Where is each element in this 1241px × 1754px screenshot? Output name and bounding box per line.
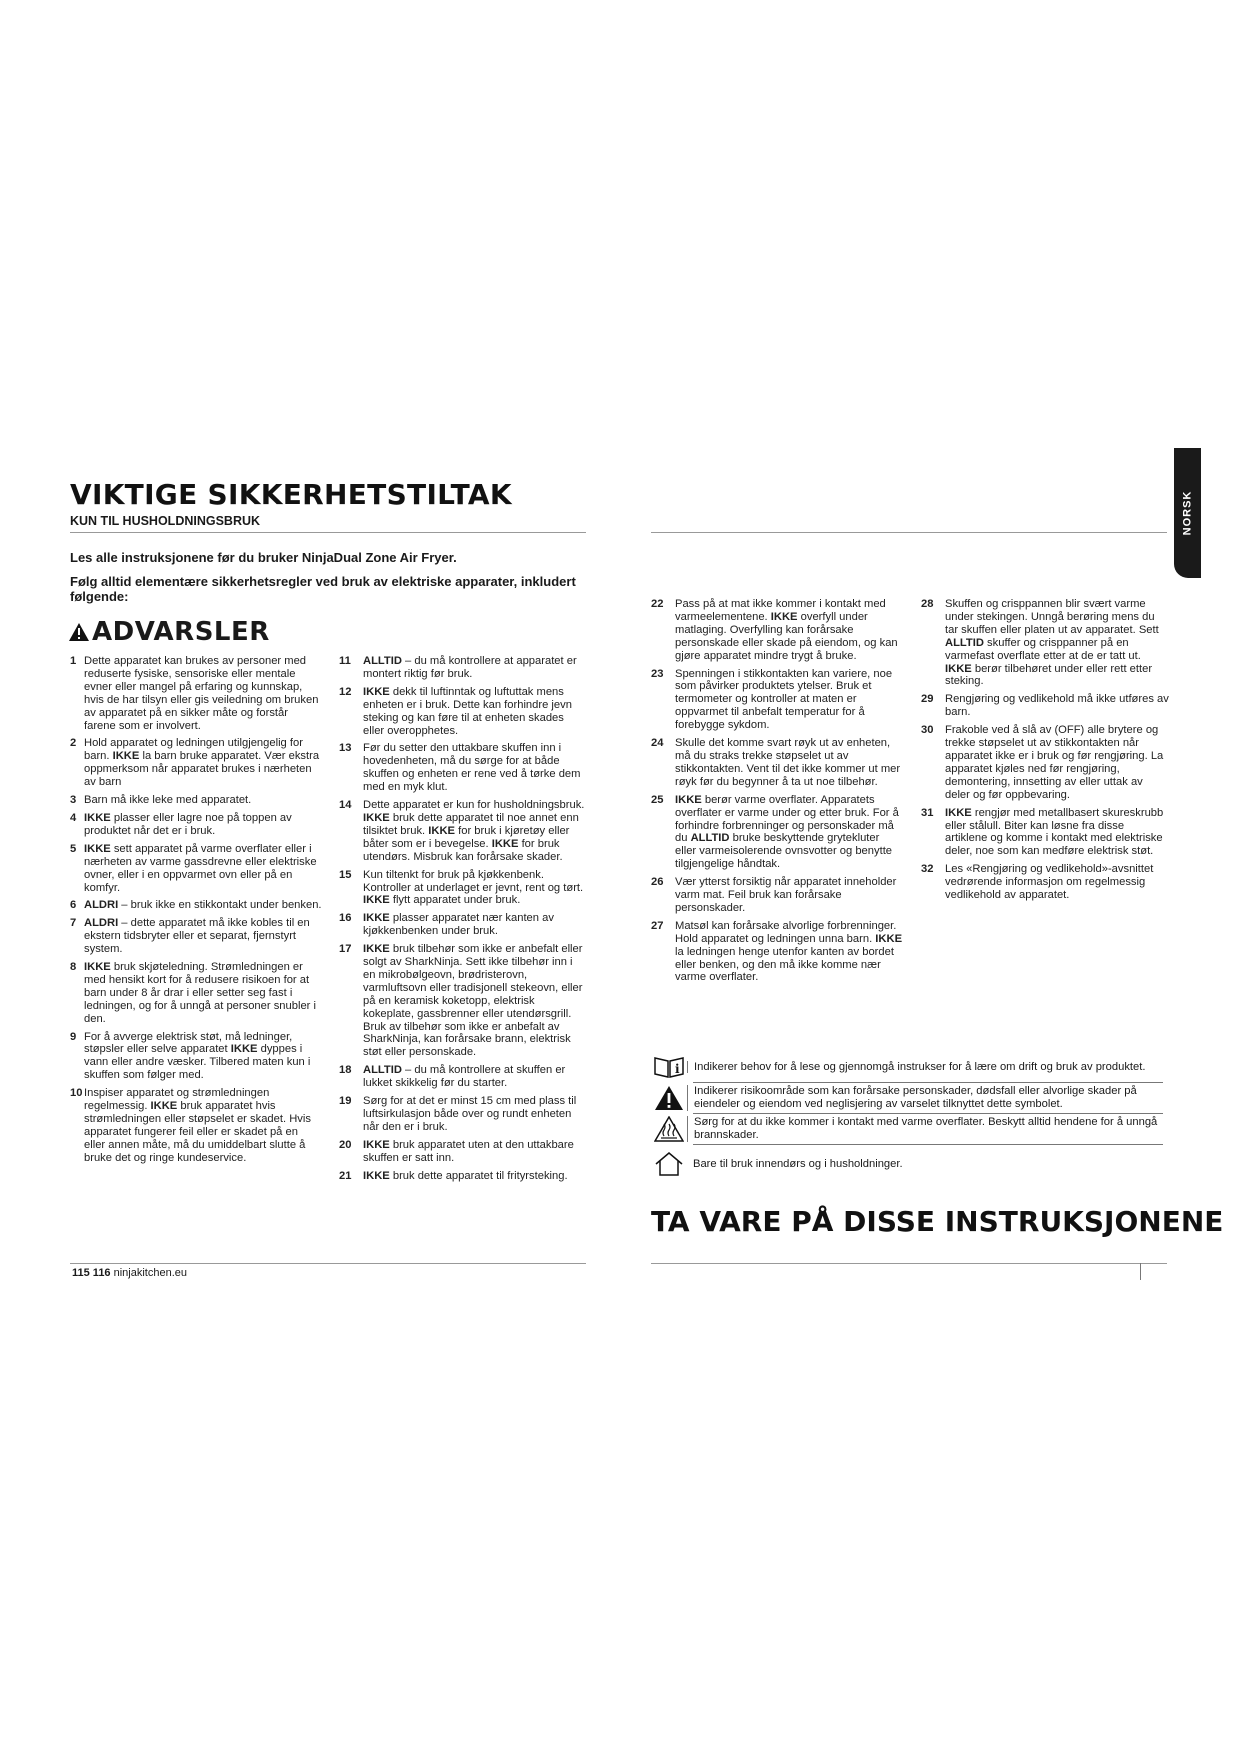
warning-emphasis: IKKE [363, 912, 390, 925]
warning-emphasis: IKKE [363, 811, 390, 824]
warning-text-segment: rengjør med metallbasert skureskrubb eller stålull. Biter kan løsne fra disse artiklene og komme i kontakt med elektriske deler, noe som kan medføre elektrisk støt. [945, 806, 1164, 858]
warning-text-segment: flytt apparatet under bruk. [389, 894, 521, 907]
warning-text [945, 724, 1169, 801]
warning-number: 2 [70, 737, 77, 750]
warning-text [84, 737, 322, 789]
warning-item-18 [339, 1064, 587, 1090]
warning-text-segment: bruk tilbehør som ikke er anbefalt eller solgt av SharkNinja. Sett ikke tilbehør inn i en mikrobølgeovn, brødristerovn, varmluftsovn eller tradisjonell stekeovn, eller på en keramisk koketopp, elektrisk kokeplate, gassbrenner eller utendørsgrill. Bruk av tilbehør som ikke er anbefalt av SharkNinja, kan forårsake brann, elektrisk støt eller personskade. [363, 943, 583, 1059]
legend-text-indoor: Bare til bruk innendørs og i husholdninger. [693, 1157, 903, 1170]
warning-text-segment: bruk dette apparatet til noe annet enn tilsiktet bruk. [363, 811, 579, 837]
warning-text [363, 742, 587, 794]
warning-number: 5 [70, 842, 77, 855]
warning-emphasis: IKKE [875, 932, 903, 945]
warning-emphasis: IKKE [112, 750, 140, 763]
warning-number: 13 [339, 742, 352, 755]
warning-item-8 [70, 961, 322, 1026]
warnings-column-2 [339, 655, 587, 1188]
warning-text [84, 812, 322, 838]
warnings-heading-label: ADVARSLER [92, 617, 270, 647]
warning-text [84, 961, 322, 1026]
warning-text-segment: la ledningen henge utenfor kanten av bordet eller benken, og den må ikke komme nær varme overflater. [675, 945, 894, 984]
warning-text-segment: plasser apparatet nær kanten av kjøkkenbenken under bruk. [363, 912, 554, 938]
warning-item-19 [339, 1095, 587, 1134]
warning-text-segment: Kun tiltenkt for bruk på kjøkkenbenk. Kontroller at underlaget er jevnt, rent og tørt. [363, 868, 584, 894]
warning-number: 16 [339, 912, 352, 925]
warning-text [675, 598, 903, 663]
warning-text-segment: – dette apparatet må ikke kobles til en ekstern tidsbryter eller et separat, fjernstyrt system. [84, 917, 310, 956]
warning-emphasis: ALLTID [363, 655, 402, 667]
warning-number: 29 [921, 693, 934, 706]
warnings-heading [68, 617, 270, 647]
symbol-legend [651, 1052, 1163, 1179]
warning-triangle-icon [68, 622, 90, 642]
warning-number: 23 [651, 667, 664, 680]
warning-text-segment: Sørg for at det er minst 15 cm med plass til luftsirkulasjon både over og rundt enheten når den er i bruk. [363, 1095, 577, 1133]
warning-text [84, 655, 322, 732]
legend-row-risk [651, 1083, 1163, 1113]
warning-item-1 [70, 655, 322, 732]
warning-emphasis: IKKE [84, 961, 111, 974]
warning-emphasis: IKKE [491, 837, 519, 850]
warning-text-segment: Skuffen og crisppannen blir svært varme under stekingen. Unngå berøring mens du tar skuffen eller platen ut av apparatet. Sett [945, 598, 1159, 636]
page-title: VIKTIGE SIKKERHETSTILTAK [70, 478, 512, 511]
intro-line-1: Les alle instruksjonene før du bruker NinjaDual Zone Air Fryer. [70, 550, 457, 565]
warning-text-segment: overfyll under matlaging. Overfylling kan forårsake personskade eller skade på eiendom, og kan gjøre apparatet mindre trygt å bruke. [675, 610, 898, 662]
warning-item-25 [651, 794, 903, 871]
warning-number: 14 [339, 799, 352, 812]
warning-emphasis: IKKE [945, 806, 972, 819]
legend-text-risk: Indikerer risikoområde som kan forårsake personskader, dødsfall eller alvorlige skader på eiendeler og eiendom ved neglisjering av varselet tilknyttet dette symbolet. [687, 1085, 1163, 1110]
warning-text [84, 794, 322, 807]
warning-text-segment: – bruk ikke en stikkontakt under benken. [118, 899, 322, 912]
warning-number: 7 [70, 917, 77, 930]
warning-text-segment: sett apparatet på varme overflater eller i nærheten av varme gassdrevne eller elektriske ovner, eller i en oppvarmet ovn eller på en komfyr. [84, 842, 317, 894]
warning-text [363, 686, 587, 738]
warning-item-12 [339, 686, 587, 738]
warning-text-segment: berør varme overflater. Apparatets overflater er varme under og etter bruk. For å forhindre forbrenninger og personskader må du [675, 793, 899, 845]
warning-text-segment: plasser eller lagre noe på toppen av produktet når det er i bruk. [84, 811, 292, 837]
warning-text-segment: Skulle det komme svart røyk ut av enheten, må du straks trekke støpselet ut av stikkontakten. Vent til det ikke kommer ut mer røyk før du begynner å ta ut noe tilbehør. [675, 737, 901, 788]
warning-number: 11 [339, 655, 351, 667]
warning-item-14 [339, 799, 587, 864]
warning-text [675, 737, 903, 789]
warning-text-segment: Hold apparatet og ledningen utilgjengelig for barn. [84, 737, 303, 763]
warning-item-22 [651, 598, 903, 663]
warning-emphasis: ALLTID [363, 1064, 402, 1077]
warning-item-30 [921, 724, 1169, 801]
warning-text [675, 920, 903, 985]
warning-emphasis: IKKE [363, 1169, 390, 1182]
warning-text [363, 869, 587, 908]
warning-text [363, 1095, 587, 1134]
warning-number: 17 [339, 943, 352, 956]
warning-text-segment: Inspiser apparatet og strømledningen regelmessig. [84, 1087, 270, 1113]
warning-number: 3 [70, 794, 77, 807]
warning-text [363, 655, 587, 681]
warning-number: 15 [339, 868, 352, 881]
warning-number: 12 [339, 685, 352, 698]
warning-number: 32 [921, 863, 934, 876]
warning-text-segment: Barn må ikke leke med apparatet. [84, 794, 252, 807]
warning-emphasis: IKKE [363, 1138, 390, 1151]
language-tab-label: NORSK [1181, 490, 1194, 536]
warning-item-4 [70, 812, 322, 838]
warning-text [363, 912, 587, 938]
footer-divider-right [651, 1263, 1167, 1264]
warning-item-7 [70, 917, 322, 956]
warning-text [945, 693, 1169, 719]
warning-number: 19 [339, 1095, 352, 1108]
legend-row-indoor [651, 1149, 1163, 1179]
warning-emphasis: IKKE [770, 610, 798, 623]
warning-text-segment: dyppes i vann eller andre væsker. Tilbered maten kun i skuffen som følger med. [84, 1043, 311, 1082]
warning-item-9 [70, 1031, 322, 1083]
warning-text [363, 1064, 587, 1090]
warning-text-segment: Frakoble ved å slå av (OFF) alle brytere og trekke støpselet ut av stikkontakten når apparatet ikke er i bruk og før rengjøring. La apparatet kjøles ned før rengjøring, demontering, innsetting av eller uttak av deler og før oppbevaring. [945, 724, 1164, 801]
warning-item-2 [70, 737, 322, 789]
warning-text-segment: berør tilbehøret under eller rett etter steking. [945, 662, 1153, 688]
warning-text [675, 668, 903, 733]
header-divider-left [70, 532, 586, 533]
language-tab [1174, 448, 1201, 578]
warning-number: 31 [921, 806, 934, 819]
warning-number: 20 [339, 1138, 352, 1151]
warning-text-segment: Matsøl kan forårsake alvorlige forbrenninger. Hold apparatet og ledningen unna barn. [675, 919, 897, 945]
warning-emphasis: IKKE [84, 842, 111, 855]
warning-number: 26 [651, 876, 664, 889]
legend-text-hot-surface: Sørg for at du ikke kommer i kontakt med varme overflater. Beskytt alltid hendene for å unngå brannskader. [687, 1116, 1163, 1141]
warning-item-24 [651, 737, 903, 789]
warning-emphasis: IKKE [150, 1100, 178, 1113]
warning-text-segment: for bruk utendørs. Misbruk kan forårsake skader. [363, 837, 563, 863]
warning-item-27 [651, 920, 903, 985]
warning-text [84, 1087, 322, 1164]
warning-item-13 [339, 742, 587, 794]
warning-text [84, 843, 322, 895]
warning-emphasis: ALDRI [84, 917, 119, 930]
warning-emphasis: IKKE [675, 793, 702, 806]
warning-number: 25 [651, 793, 664, 806]
warning-text-segment: bruk apparatet uten at den uttakbare skuffen er satt inn. [363, 1138, 574, 1164]
warning-emphasis: ALLTID [945, 636, 984, 649]
intro-line-2: Følg alltid elementære sikkerhetsregler ved bruk av elektriske apparater, inkludert følgende: [70, 574, 576, 604]
footer-site: ninjakitchen.eu [113, 1267, 188, 1279]
legend-row-read-manual [651, 1052, 1163, 1082]
legend-divider [693, 1144, 1163, 1145]
warning-text [84, 1031, 322, 1083]
warnings-column-1 [70, 655, 322, 1170]
warning-item-5 [70, 843, 322, 895]
warning-text-segment: Les «Rengjøring og vedlikehold»-avsnittet vedrørende informasjon om regelmessig vedlikehold av apparatet. [945, 863, 1154, 902]
warning-text-segment: For å avverge elektrisk støt, må ledninger, støpsler eller selve apparatet [84, 1030, 293, 1056]
hot-surface-icon [654, 1116, 684, 1142]
warning-text-segment: bruk dette apparatet til frityrsteking. [389, 1169, 568, 1182]
warning-triangle-icon [654, 1085, 684, 1111]
warning-text [945, 598, 1169, 688]
warning-text-segment: Pass på at mat ikke kommer i kontakt med varmeelementene. [675, 598, 886, 623]
warnings-column-4 [921, 598, 1169, 907]
warning-number: 22 [651, 598, 664, 610]
warning-item-3 [70, 794, 322, 807]
header-divider-right [651, 532, 1167, 533]
warning-number: 24 [651, 737, 664, 750]
warning-text-segment: la barn bruke apparatet. Vær ekstra oppmerksom når apparatet brukes i nærheten av barn [84, 750, 320, 789]
warning-item-26 [651, 876, 903, 915]
legend-row-hot-surface [651, 1114, 1163, 1144]
warning-number: 18 [339, 1064, 352, 1077]
warning-text-segment: Før du setter den uttakbare skuffen inn i hovedenheten, må du sørge for at både skuffen og enheten er rene ved å tørke dem med en myk klut. [363, 742, 581, 794]
warning-item-16 [339, 912, 587, 938]
warning-text [363, 1170, 587, 1183]
warning-text [675, 794, 903, 871]
warning-number: 8 [70, 961, 77, 974]
warning-item-6 [70, 899, 322, 912]
warning-emphasis: IKKE [84, 811, 111, 824]
warning-emphasis: IKKE [363, 894, 390, 907]
warning-text [945, 863, 1169, 902]
manual-info-icon [653, 1055, 685, 1079]
warning-number: 27 [651, 919, 664, 932]
warning-text [363, 1139, 587, 1165]
warning-number: 9 [70, 1030, 77, 1043]
warning-text [363, 799, 587, 864]
legend-text-read-manual: Indikerer behov for å lese og gjennomgå instrukser for å lære om drift og bruk av produktet. [687, 1061, 1163, 1074]
warning-text-segment: for bruk i kjøretøy eller båter som er i bevegelse. [363, 824, 570, 850]
warning-item-23 [651, 668, 903, 733]
warning-text-segment: Dette apparatet er kun for husholdningsbruk. [363, 799, 585, 812]
warning-item-10 [70, 1087, 322, 1164]
warning-emphasis: ALDRI [84, 899, 119, 912]
footer-tick [1140, 1263, 1141, 1280]
warning-number: 6 [70, 899, 77, 912]
warning-number: 21 [339, 1169, 352, 1182]
warning-emphasis: IKKE [363, 685, 390, 698]
page-numbers: 115 116 [72, 1267, 111, 1279]
warning-item-11 [339, 655, 587, 681]
warning-text [84, 917, 322, 956]
warning-number: 10 [70, 1087, 83, 1100]
closing-title: TA VARE PÅ DISSE INSTRUKSJONENE [651, 1205, 1224, 1238]
page-subtitle: KUN TIL HUSHOLDNINGSBRUK [70, 514, 261, 528]
warning-item-17 [339, 943, 587, 1059]
warning-text [84, 899, 322, 912]
footer-divider-left [70, 1263, 586, 1264]
warning-item-21 [339, 1170, 587, 1183]
warning-number: 30 [921, 724, 934, 737]
warning-item-32 [921, 863, 1169, 902]
warnings-column-3 [651, 598, 903, 989]
warning-number: 28 [921, 598, 934, 610]
warning-number: 4 [70, 811, 77, 824]
warning-emphasis: IKKE [428, 824, 456, 837]
warning-item-29 [921, 693, 1169, 719]
warning-text-segment: Spenningen i stikkontakten kan variere, noe som påvirker produktets ytelser. Bruk et termometer og kontroller at maten er oppvarmet til anbefalt temperatur for å forebygge sykdom. [675, 667, 893, 732]
warning-emphasis: ALLTID [690, 832, 730, 845]
warning-text-segment: dekk til luftinntak og luftuttak mens enheten er i bruk. Dette kan forhindre jevn steking og kan føre til at enheten skades eller overopphetes. [363, 685, 572, 737]
warning-emphasis: IKKE [945, 662, 972, 675]
warning-text-segment: Vær ytterst forsiktig når apparatet inneholder varm mat. Feil bruk kan forårsake personskader. [675, 876, 897, 914]
warning-text-segment: skuffer og crisppanner på en varmefast overflate etter at de er tatt ut. [945, 636, 1141, 662]
svg-text:i: i [675, 1062, 680, 1076]
footer [72, 1267, 187, 1279]
warning-text-segment: bruk skjøteledning. Strømledningen er med hensikt kort for å redusere risikoen for at barn under 8 år drar i eller setter seg fast i ledningen, og for å unngå at personer snubler i den. [84, 961, 316, 1025]
warning-item-20 [339, 1139, 587, 1165]
warning-text-segment: – du må kontrollere at skuffen er lukket skikkelig før du starter. [363, 1064, 566, 1090]
warning-item-31 [921, 807, 1169, 859]
house-icon [654, 1151, 684, 1177]
warning-number: 1 [70, 655, 77, 667]
warning-item-28 [921, 598, 1169, 688]
warning-text-segment: bruk apparatet hvis strømledningen eller støpselet er skadet. Hvis apparatet fungerer feil eller er skadet på en eller annen måte, må du umiddelbart slutte å bruke det og ringe kundeservice. [84, 1100, 311, 1164]
warning-text [675, 876, 903, 915]
warning-text-segment: Dette apparatet kan brukes av personer med reduserte fysiske, sensoriske eller mentale evner eller mangel på erfaring og kunnskap, hvis de har tilsyn eller gis veiledning om bruken av apparatet på en sikker måte og forstår farene som er involvert. [84, 655, 319, 732]
warning-text [945, 807, 1169, 859]
warning-text [363, 943, 587, 1059]
warning-text-segment: – du må kontrollere at apparatet er montert riktig før bruk. [363, 655, 577, 680]
warning-emphasis: IKKE [230, 1043, 258, 1056]
warning-text-segment: bruke beskyttende grytekluter eller varmeisolerende ovnsvotter og benytte tilgjengelige håndtak. [675, 832, 893, 871]
warning-text-segment: Rengjøring og vedlikehold må ikke utføres av barn. [945, 693, 1169, 719]
warning-item-15 [339, 869, 587, 908]
warning-emphasis: IKKE [363, 943, 390, 956]
